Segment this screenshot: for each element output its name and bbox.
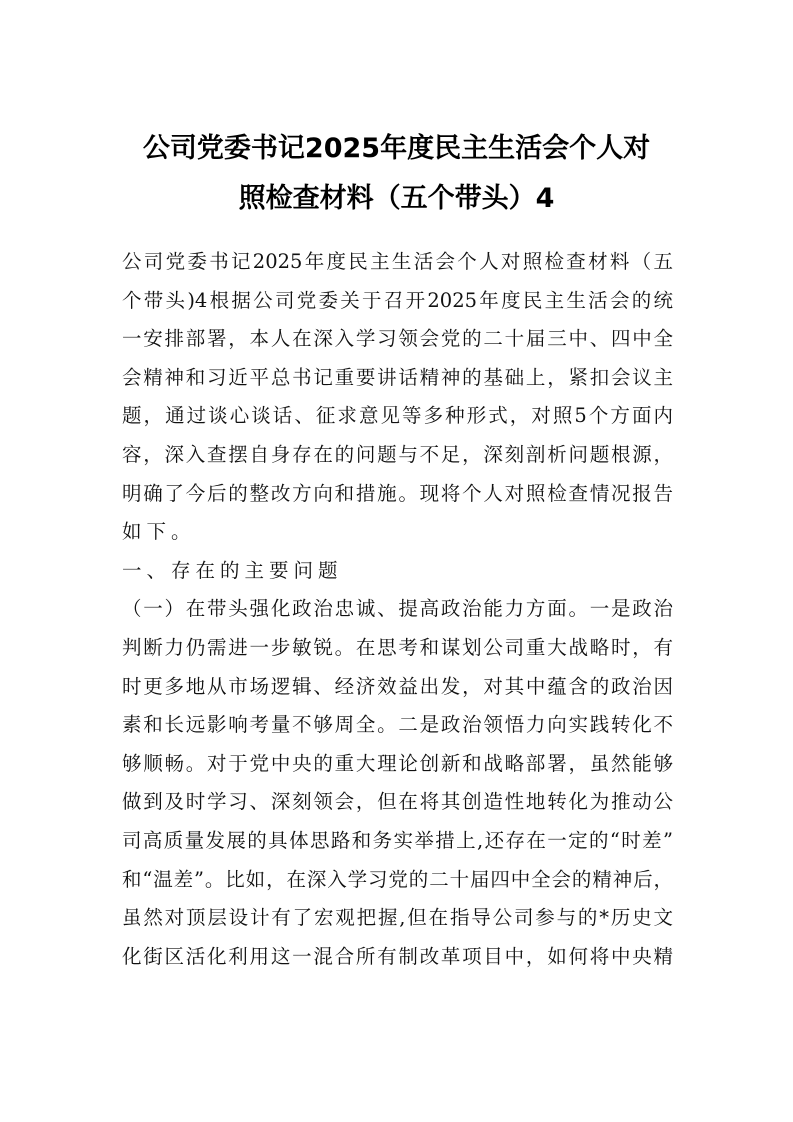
- body-line: 一安排部署，本人在深入学习领会党的二十届三中、四中全: [122, 327, 673, 351]
- body-line: 题，通过谈心谈话、征求意见等多种形式，对照5个方面内: [122, 404, 673, 428]
- body-line: 化街区活化利用这一混合所有制改革项目中，如何将中央精: [122, 944, 673, 968]
- body-line: 和“温差”。比如，在深入学习党的二十届四中全会的精神后，: [122, 867, 673, 891]
- document-body: [122, 243, 673, 976]
- body-line: 够顺畅。对于党中央的重大理论创新和战略部署，虽然能够: [122, 751, 673, 775]
- body-line: 明确了今后的整改方向和措施。现将个人对照检查情况报告: [122, 481, 673, 505]
- body-line: 素和长远影响考量不够周全。二是政治领悟力向实践转化不: [122, 713, 673, 737]
- body-line: 虽然对顶层设计有了宏观把握,但在指导公司参与的*历史文: [122, 906, 673, 930]
- body-line: 会精神和习近平总书记重要讲话精神的基础上，紧扣会议主: [122, 365, 673, 389]
- body-line: 公司党委书记2025年度民主生活会个人对照检查材料（五: [122, 250, 673, 273]
- body-line: 个带头)4根据公司党委关于召开2025年度民主生活会的统: [122, 288, 673, 312]
- body-line: （一）在带头强化政治忠诚、提高政治能力方面。一是政治: [122, 597, 673, 621]
- body-line: 判断力仍需进一步敏锐。在思考和谋划公司重大战略时，有: [122, 635, 673, 659]
- section-heading: 一、存在的主要问题: [122, 558, 343, 582]
- body-line: 容，深入查摆自身存在的问题与不足，深刻剖析问题根源，: [122, 442, 673, 466]
- body-line: 做到及时学习、深刻领会，但在将其创造性地转化为推动公: [122, 790, 673, 814]
- document-title-line-1: 公司党委书记2025年度民主生活会个人对: [142, 133, 651, 164]
- body-line: 司高质量发展的具体思路和务实举措上,还存在一定的“时差”: [122, 828, 673, 852]
- document-title-line-2: 照检查材料（五个带头）4: [238, 183, 555, 214]
- body-line: 时更多地从市场逻辑、经济效益出发，对其中蕴含的政治因: [122, 674, 673, 698]
- body-line: 如下。: [122, 520, 196, 544]
